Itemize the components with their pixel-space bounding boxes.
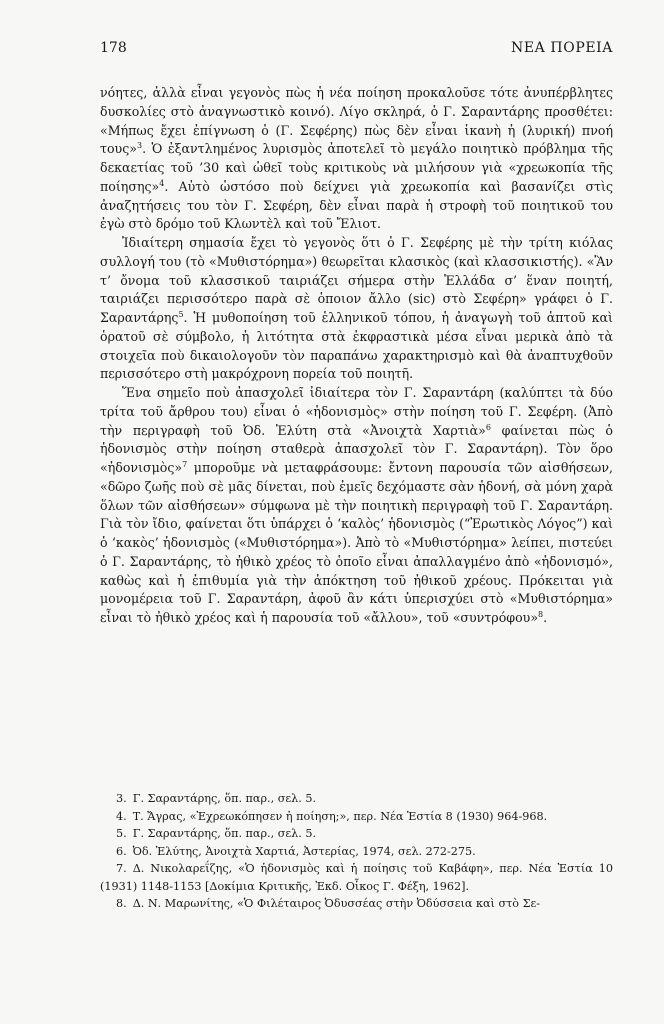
footnote-ref: 6 (485, 422, 491, 432)
paragraph-text: μποροῦμε νὰ μεταφράσουμε: ἔντονη παρουσία τῶν αἰσθήσεων, «δῶρο ζωῆς ποὺ σὲ μᾶς δίνεται, ποὺ ἐμεῖς δεχόμαστε σὰν ἡδονή, σὰ μόνη χαρὰ ὅλων τῶν αἰσθήσεων» σύμφωνα μὲ τὴν ποιητικὴ περιγραφὴ τοῦ Γ. Σαραντάρη. Γιὰ τὸν ἴδιο, φαίνεται ὅτι ὑπάρχει ὁ ‘καλὸς’ ἡδονισμὸς (“Ἐρωτικὸς Λόγος”) καὶ ὁ ‘κακὸς’ ἡδονισμὸς («Μυθιστόρημα»). Ἀπὸ τὸ «Μυθιστόρημα» λείπει, πιστεύει ὁ Γ. Σαραντάρης, τὸ ἠθικὸ χρέος τὸ ὁποῖο εἶναι ἀπαλλαγμένο ἀπὸ «ἡδονισμό», καθὼς καὶ ἡ ἐπιθυμία γιὰ τὴν ἀπόκτηση τοῦ ἠθικοῦ χρέους. Πρόκειται γιὰ μονομέρεια τοῦ Γ. Σαραντάρη, ἀφοῦ ἂν κάτι ὑπερισχύει στὸ «Μυθιστόρημα» εἶναι τὸ ἠθικὸ χρέος καὶ ἡ παρουσία τοῦ «ἄλλου», τοῦ «συντρόφου» (100, 460, 613, 625)
footnote-text: Γ. Σαραντάρης, ὅπ. παρ., σελ. 5. (132, 827, 317, 840)
footnote-number: 6. (116, 844, 127, 858)
footnotes (100, 790, 613, 913)
footnote (100, 843, 613, 861)
paragraph-text: νόητες, ἀλλὰ εἶναι γεγονὸς πὼς ἡ νέα ποίηση προκαλοῦσε τότε ἀνυπέρβλητες δυσκολίες στὸ ἀναγνωστικὸ κοινό). Λίγο σκληρά, ὁ Γ. Σαραντάρης προσθέτει: «Μήπως ἔχει ἐπίγνωση ὁ (Γ. Σεφέρης) πὼς δὲν εἶναι ἱκανὴ ἡ (λυρική) πνοή τους» (100, 85, 613, 157)
page-number: 178 (100, 40, 127, 56)
footnote-ref: 7 (182, 459, 188, 469)
footnote (100, 790, 613, 808)
footnote-number: 3. (116, 792, 127, 805)
footnote-text: Τ. Ἄγρας, «Ἐχρεωκόπησεν ἡ ποίηση;», περ. Νέα Ἑστία 8 (1930) 964-968. (132, 809, 548, 823)
footnote-ref: 3 (136, 141, 143, 151)
footnote-number: 4. (116, 809, 127, 823)
footnote-ref: 8 (538, 609, 544, 619)
footnote (100, 895, 613, 913)
footnote-text: Γ. Σαραντάρης, ὅπ. παρ., σελ. 5. (132, 792, 317, 805)
footnote-text: Δ. Ν. Μαρωνίτης, «Ὁ Φιλέταιρος Ὀδυσσέας στὴν Ὀδύσσεια καὶ στὸ Σε- (132, 897, 541, 910)
footnote-number: 5. (116, 827, 127, 840)
footnote (100, 808, 613, 826)
paragraph-text: Ἕνα σημεῖο ποὺ ἀπασχολεῖ ἰδιαίτερα τὸν Γ. Σαραντάρη (καλύπτει τὰ δύο τρίτα τοῦ ἄρθρου του) εἶναι ὁ «ἡδονισμὸς» στὴν ποίηση τοῦ Γ. Σεφέρη. (Ἀπὸ τὴν περιγραφὴ τοῦ Ὀδ. Ἐλύτη στὰ «Ἀνοιχτὰ Χαρτιὰ» (100, 385, 613, 438)
footnote-ref: 4 (159, 178, 165, 188)
body-paragraph (100, 384, 613, 628)
body-paragraph (100, 234, 613, 384)
body-text (100, 84, 613, 628)
footnote-ref: 5 (178, 309, 184, 319)
paragraph-text: . (543, 610, 548, 625)
footnote (100, 860, 613, 895)
paragraph-text: φαίνεται πὼς ὁ ἡδονισμὸς στὴν ποίηση σταθερὰ ἀπασχολεῖ τὸν Γ. Σαραντάρη). Τὸν ὅρο «ἡδονισμὸς» (100, 422, 613, 475)
body-paragraph (100, 84, 613, 234)
paragraph-text: . Ὁ ἐξαντλημένος λυρισμὸς ἀποτελεῖ τὸ μεγάλο ποιητικὸ πρόβλημα τῆς δεκαετίας τοῦ ’30 καὶ ὠθεῖ τοὺς κριτικοὺς νὰ μιλήσουν γιὰ «χρεωκοπία τῆς ποίησης» (100, 141, 613, 194)
footnote-number: 8. (116, 897, 127, 910)
paragraph-text: . Αὐτὸ ὡστόσο ποὺ δείχνει γιὰ χρεωκοπία καὶ βασανίζει στὶς ἀναζητήσεις του τὸν Γ. Σεφέρη, δὲν εἶναι παρὰ ἡ στροφὴ τοῦ ποιητικοῦ του ἐγὼ στὸ δρόμο τοῦ Κλωντὲλ καὶ τοῦ Ἔλιοτ. (100, 178, 613, 232)
paragraph-text: Ἰδιαίτερη σημασία ἔχει τὸ γεγονὸς ὅτι ὁ Γ. Σεφέρης μὲ τὴν τρίτη κιόλας συλλογή του (τὸ «Μυθιστόρημα») θεωρεῖται κλασικὸς (καὶ κλασσικιστής). «Ἂν τ’ ὄνομα τοῦ κλασσικοῦ ταιριάζει σήμερα στὴν Ἑλλάδα σ’ ἕναν ποιητή, ταιριάζει περισσότερο παρὰ σὲ ὁποιον ἄλλο (sic) στὸ Σεφέρη» γράφει ὁ Γ. Σαραντάρης (100, 235, 613, 325)
footnote-text: Δ. Νικολαρεΐζης, «Ὁ ἡδονισμὸς καὶ ἡ ποίησις τοῦ Καβάφη», περ. Νέα Ἑστία 10 (1931) 1148-1153 [Δοκίμια Κριτικῆς, Ἐκδ. Οἶκος Γ. Φέξη, 1962]. (100, 862, 613, 893)
footnote-number: 7. (116, 862, 127, 875)
running-header (100, 40, 613, 56)
journal-title: ΝΕΑ ΠΟΡΕΙΑ (511, 40, 613, 56)
footnote-text: Ὀδ. Ἐλύτης, Ἀνοιχτὰ Χαρτιά, Ἀστερίας, 1974, σελ. 272-275. (132, 844, 476, 858)
footnote (100, 825, 613, 843)
paragraph-text: . Ἡ μυθοποίηση τοῦ ἑλληνικοῦ τόπου, ἡ ἀναγωγὴ τοῦ ἁπτοῦ καὶ ὁρατοῦ σὲ σύμβολο, ἡ λιτότητα στὰ ἐκφραστικὰ μέσα εἶναι μερικὰ ἀπὸ τὰ στοιχεῖα ποὺ δικαιολογοῦν τὸν παραπάνω χαρακτηρισμὸ καὶ θὰ ἀναπτυχθοῦν περισσότερο στὴ μακρόχρονη πορεία τοῦ ποιητῆ. (100, 310, 613, 382)
